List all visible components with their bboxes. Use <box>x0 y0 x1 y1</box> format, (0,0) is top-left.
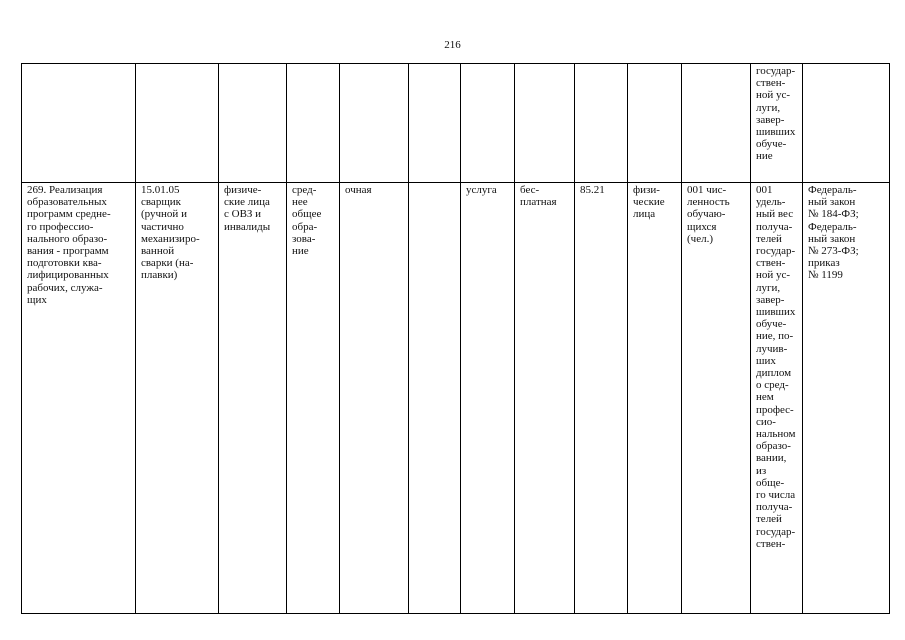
category-cell: физиче- ские лица с ОВЗ и инвалиды <box>219 183 287 614</box>
table-cell <box>575 64 628 183</box>
table-cell <box>409 64 461 183</box>
legal-basis-cell: Федераль- ный закон № 184-ФЗ; Федераль- ный закон № 273-ФЗ; приказ № 1199 <box>803 183 890 614</box>
volume-indicator-cell: 001 чис- ленность обучаю- щихся (чел.) <box>682 183 751 614</box>
table-cell <box>515 64 575 183</box>
table-row-continuation <box>22 64 890 183</box>
empty-cell <box>409 183 461 614</box>
table-cell <box>287 64 340 183</box>
table-cell <box>682 64 751 183</box>
type-cell: услуга <box>461 183 515 614</box>
quality-indicator-cell: 001 удель- ный вес получа- телей государ- ствен- ной ус- луги, завер- шивших обуче- ние, по- лучив- ших диплом о сред- нем профес- сио- нальном образо- вании, из обще- го числа получа- телей государ- ствен- <box>751 183 803 614</box>
table-cell <box>803 64 890 183</box>
table-cell-indicator-quality: государ- ствен- ной ус- луги, завер- шивших обуче- ние <box>751 64 803 183</box>
services-table <box>21 63 890 614</box>
table-cell <box>22 64 136 183</box>
page-number: 216 <box>444 39 461 51</box>
table-cell <box>340 64 409 183</box>
form-cell: очная <box>340 183 409 614</box>
payment-cell: бес- платная <box>515 183 575 614</box>
table-cell <box>461 64 515 183</box>
okved-cell: 85.21 <box>575 183 628 614</box>
service-name-cell: 269. Реализация образовательных программ средне- го профессио- нального образо- вания - программ подготовки ква- лифицированных рабочих, служа- щих <box>22 183 136 614</box>
table-cell <box>136 64 219 183</box>
education-level-cell: сред- нее общее обра- зова- ние <box>287 183 340 614</box>
table-cell <box>628 64 682 183</box>
table-cell <box>219 64 287 183</box>
consumers-cell: физи- ческие лица <box>628 183 682 614</box>
specialty-cell: 15.01.05 сварщик (ручной и частично механизиро- ванной сварки (на- плавки) <box>136 183 219 614</box>
table-row-269 <box>22 183 890 614</box>
